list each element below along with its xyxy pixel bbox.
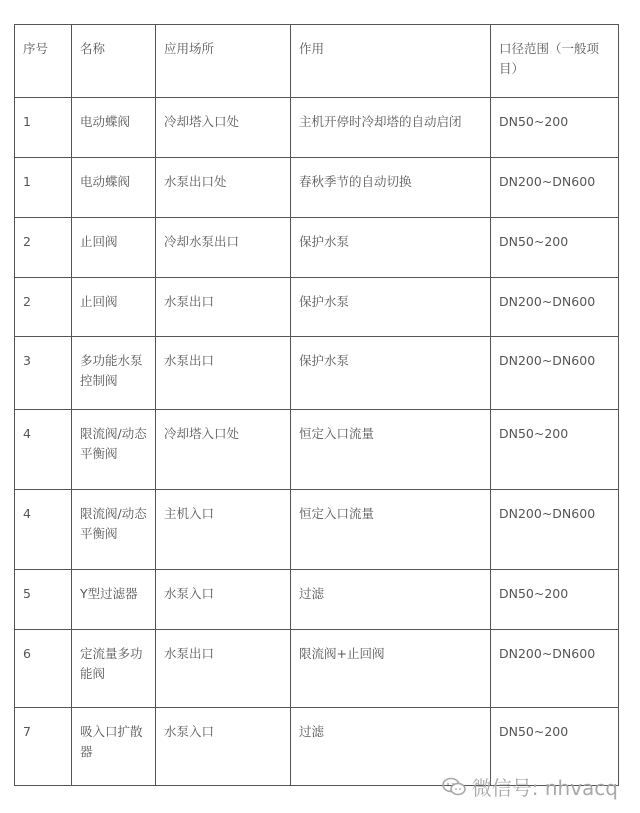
table-cell: 主机开停时冷却塔的自动启闭 — [291, 98, 491, 157]
header-cell: 应用场所 — [156, 25, 291, 97]
table-cell: 冷却水泵出口 — [156, 218, 291, 277]
table-cell: 保护水泵 — [291, 218, 491, 277]
table-cell: 水泵出口处 — [156, 158, 291, 217]
table-cell: DN200~DN600 — [491, 630, 619, 707]
table-cell: 4 — [15, 490, 72, 569]
table-cell: 保护水泵 — [291, 337, 491, 409]
table-row — [15, 570, 619, 630]
table-cell: DN50~200 — [491, 410, 619, 489]
table-cell: 冷却塔入口处 — [156, 410, 291, 489]
table-row — [15, 158, 619, 218]
table-cell: 止回阀 — [72, 278, 156, 336]
table-cell: DN50~200 — [491, 708, 619, 785]
watermark — [442, 772, 618, 801]
table-cell: 限流阀/动态平衡阀 — [72, 410, 156, 489]
table-cell: 1 — [15, 158, 72, 217]
table-cell: 恒定入口流量 — [291, 490, 491, 569]
header-cell: 名称 — [72, 25, 156, 97]
table-row — [15, 630, 619, 708]
table-cell: DN50~200 — [491, 570, 619, 629]
table-cell: DN50~200 — [491, 218, 619, 277]
table-cell: 4 — [15, 410, 72, 489]
table-cell: 5 — [15, 570, 72, 629]
table-cell: 1 — [15, 98, 72, 157]
table-cell: 水泵出口 — [156, 337, 291, 409]
table-row — [15, 218, 619, 278]
table-cell: 7 — [15, 708, 72, 785]
table-cell: 水泵出口 — [156, 630, 291, 707]
table-cell: 6 — [15, 630, 72, 707]
header-cell: 口径范围（一般项目） — [491, 25, 619, 97]
table-cell: 吸入口扩散器 — [72, 708, 156, 785]
table-cell: DN200~DN600 — [491, 158, 619, 217]
table-cell: 限流阀/动态平衡阀 — [72, 490, 156, 569]
table-cell: 过滤 — [291, 708, 491, 785]
table-cell: DN50~200 — [491, 98, 619, 157]
table-cell: 多功能水泵控制阀 — [72, 337, 156, 409]
table-row — [15, 337, 619, 410]
table-cell: DN200~DN600 — [491, 337, 619, 409]
table-cell: 冷却塔入口处 — [156, 98, 291, 157]
table-cell: 水泵入口 — [156, 708, 291, 785]
table-cell: 保护水泵 — [291, 278, 491, 336]
table-cell: 过滤 — [291, 570, 491, 629]
table-cell: DN200~DN600 — [491, 490, 619, 569]
watermark-text: 微信号: nhvacq — [471, 776, 618, 800]
table-row — [15, 98, 619, 158]
table-row — [15, 490, 619, 570]
table-cell: 2 — [15, 278, 72, 336]
table-header-row — [15, 25, 619, 98]
table-cell: DN200~DN600 — [491, 278, 619, 336]
table-cell: 电动蝶阀 — [72, 158, 156, 217]
table-cell: 止回阀 — [72, 218, 156, 277]
table-cell: 定流量多功能阀 — [72, 630, 156, 707]
table-cell: 水泵入口 — [156, 570, 291, 629]
table-cell: 春秋季节的自动切换 — [291, 158, 491, 217]
table-cell: 电动蝶阀 — [72, 98, 156, 157]
table-cell: 3 — [15, 337, 72, 409]
table-cell: 主机入口 — [156, 490, 291, 569]
table-row — [15, 410, 619, 490]
wechat-icon — [442, 777, 466, 797]
table-cell: 水泵出口 — [156, 278, 291, 336]
header-cell: 作用 — [291, 25, 491, 97]
table-cell: 限流阀+止回阀 — [291, 630, 491, 707]
valve-table — [14, 24, 619, 786]
table-cell: Y型过滤器 — [72, 570, 156, 629]
table-cell: 2 — [15, 218, 72, 277]
header-cell: 序号 — [15, 25, 72, 97]
table-cell: 恒定入口流量 — [291, 410, 491, 489]
table-row — [15, 278, 619, 337]
